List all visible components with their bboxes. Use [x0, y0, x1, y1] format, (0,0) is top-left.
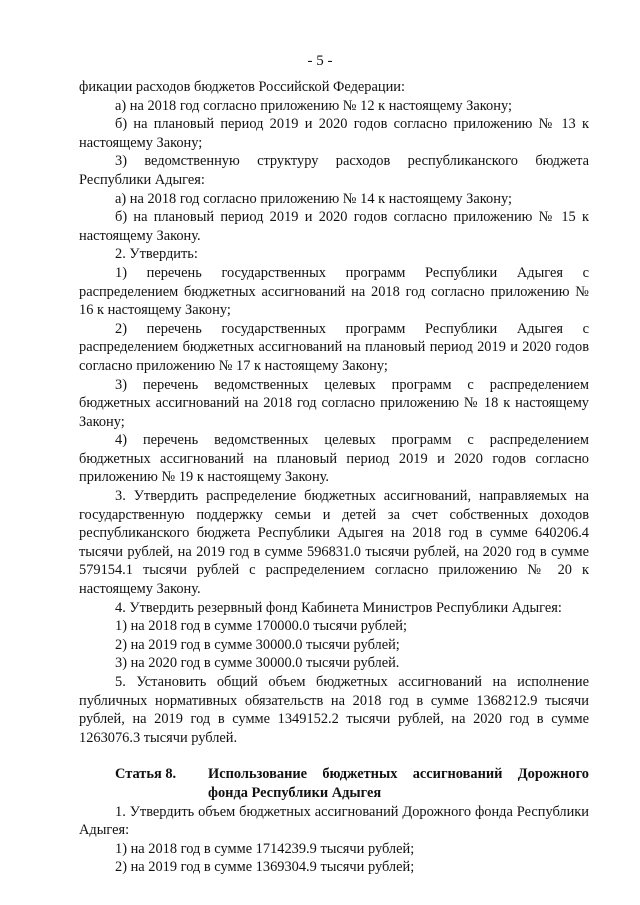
paragraph: 5. Установить общий объем бюджетных ассигнований на исполнение публичных нормативных обязательств на 2018 год в сумме 1368212.9 тысячи рублей, на 2019 год в сумме 1349152.2 тысячи рублей, на 2020 год в сумме 1263076.3 тысячи рублей.	[79, 674, 589, 746]
paragraph: а) на 2018 год согласно приложению № 14 к настоящему Закону;	[115, 190, 512, 207]
paragraph: б) на плановый период 2019 и 2020 годов согласно приложению № 15 к настоящему Закону.	[79, 209, 589, 244]
paragraph: фикации расходов бюджетов Российской Федерации:	[79, 79, 405, 95]
paragraph: 3. Утвердить распределение бюджетных ассигнований, направляемых на государственную поддержку семьи и детей за счет собственных доходов республиканского бюджета Республики Адыгея на 2018 год в сумме 640206.4 тысячи рублей, на 2019 год в сумме 596831.0 тысячи рублей, на 2020 год в сумме 579154.1 тысячи рублей с распределением согласно приложению № 20 к настоящему Закону.	[79, 488, 589, 598]
paragraph: 3) ведомственную структуру расходов республиканского бюджета Республики Адыгея:	[79, 153, 589, 188]
paragraph: 1) на 2018 год в сумме 1714239.9 тысячи рублей;	[115, 840, 415, 857]
paragraph: б) на плановый период 2019 и 2020 годов согласно приложению № 13 к настоящему Закону;	[79, 116, 589, 151]
page-number: - 5 -	[307, 53, 333, 69]
document-body	[79, 78, 589, 877]
paragraph: 4. Утвердить резервный фонд Кабинета Министров Республики Адыгея:	[115, 599, 562, 616]
paragraph: 1. Утвердить объем бюджетных ассигнований Дорожного фонда Республики Адыгея:	[79, 803, 589, 839]
article-label: Статья 8.	[115, 766, 177, 783]
paragraph: 3) на 2020 год в сумме 30000.0 тысячи рублей.	[115, 655, 400, 672]
paragraph: 2) на 2019 год в сумме 1369304.9 тысячи рублей;	[115, 859, 415, 876]
paragraph: 3) перечень ведомственных целевых программ с распределением бюджетных ассигнований на 2018 год согласно приложению № 18 к настоящему Закону;	[79, 376, 589, 430]
paragraph: 1) на 2018 год в сумме 170000.0 тысячи рублей;	[115, 618, 407, 635]
paragraph: 2) на 2019 год в сумме 30000.0 тысячи рублей;	[115, 636, 400, 653]
paragraph: 4) перечень ведомственных целевых программ с распределением бюджетных ассигнований на плановый период 2019 и 2020 годов согласно приложению № 19 к настоящему Закону.	[79, 432, 589, 486]
article-heading	[79, 765, 589, 802]
paragraph: 1) перечень государственных программ Республики Адыгея с распределением бюджетных ассигнований на 2018 год согласно приложению № 16 к настоящему Закону;	[79, 264, 589, 319]
article-title: Использование бюджетных ассигнований Дорожного фонда Республики Адыгея	[208, 766, 589, 801]
paragraph: а) на 2018 год согласно приложению № 12 к настоящему Закону;	[115, 97, 512, 114]
paragraph: 2) перечень государственных программ Республики Адыгея с распределением бюджетных ассигнований на плановый период 2019 и 2020 годов согласно приложению № 17 к настоящему Закону;	[79, 320, 589, 374]
paragraph: 2. Утвердить:	[115, 246, 198, 263]
